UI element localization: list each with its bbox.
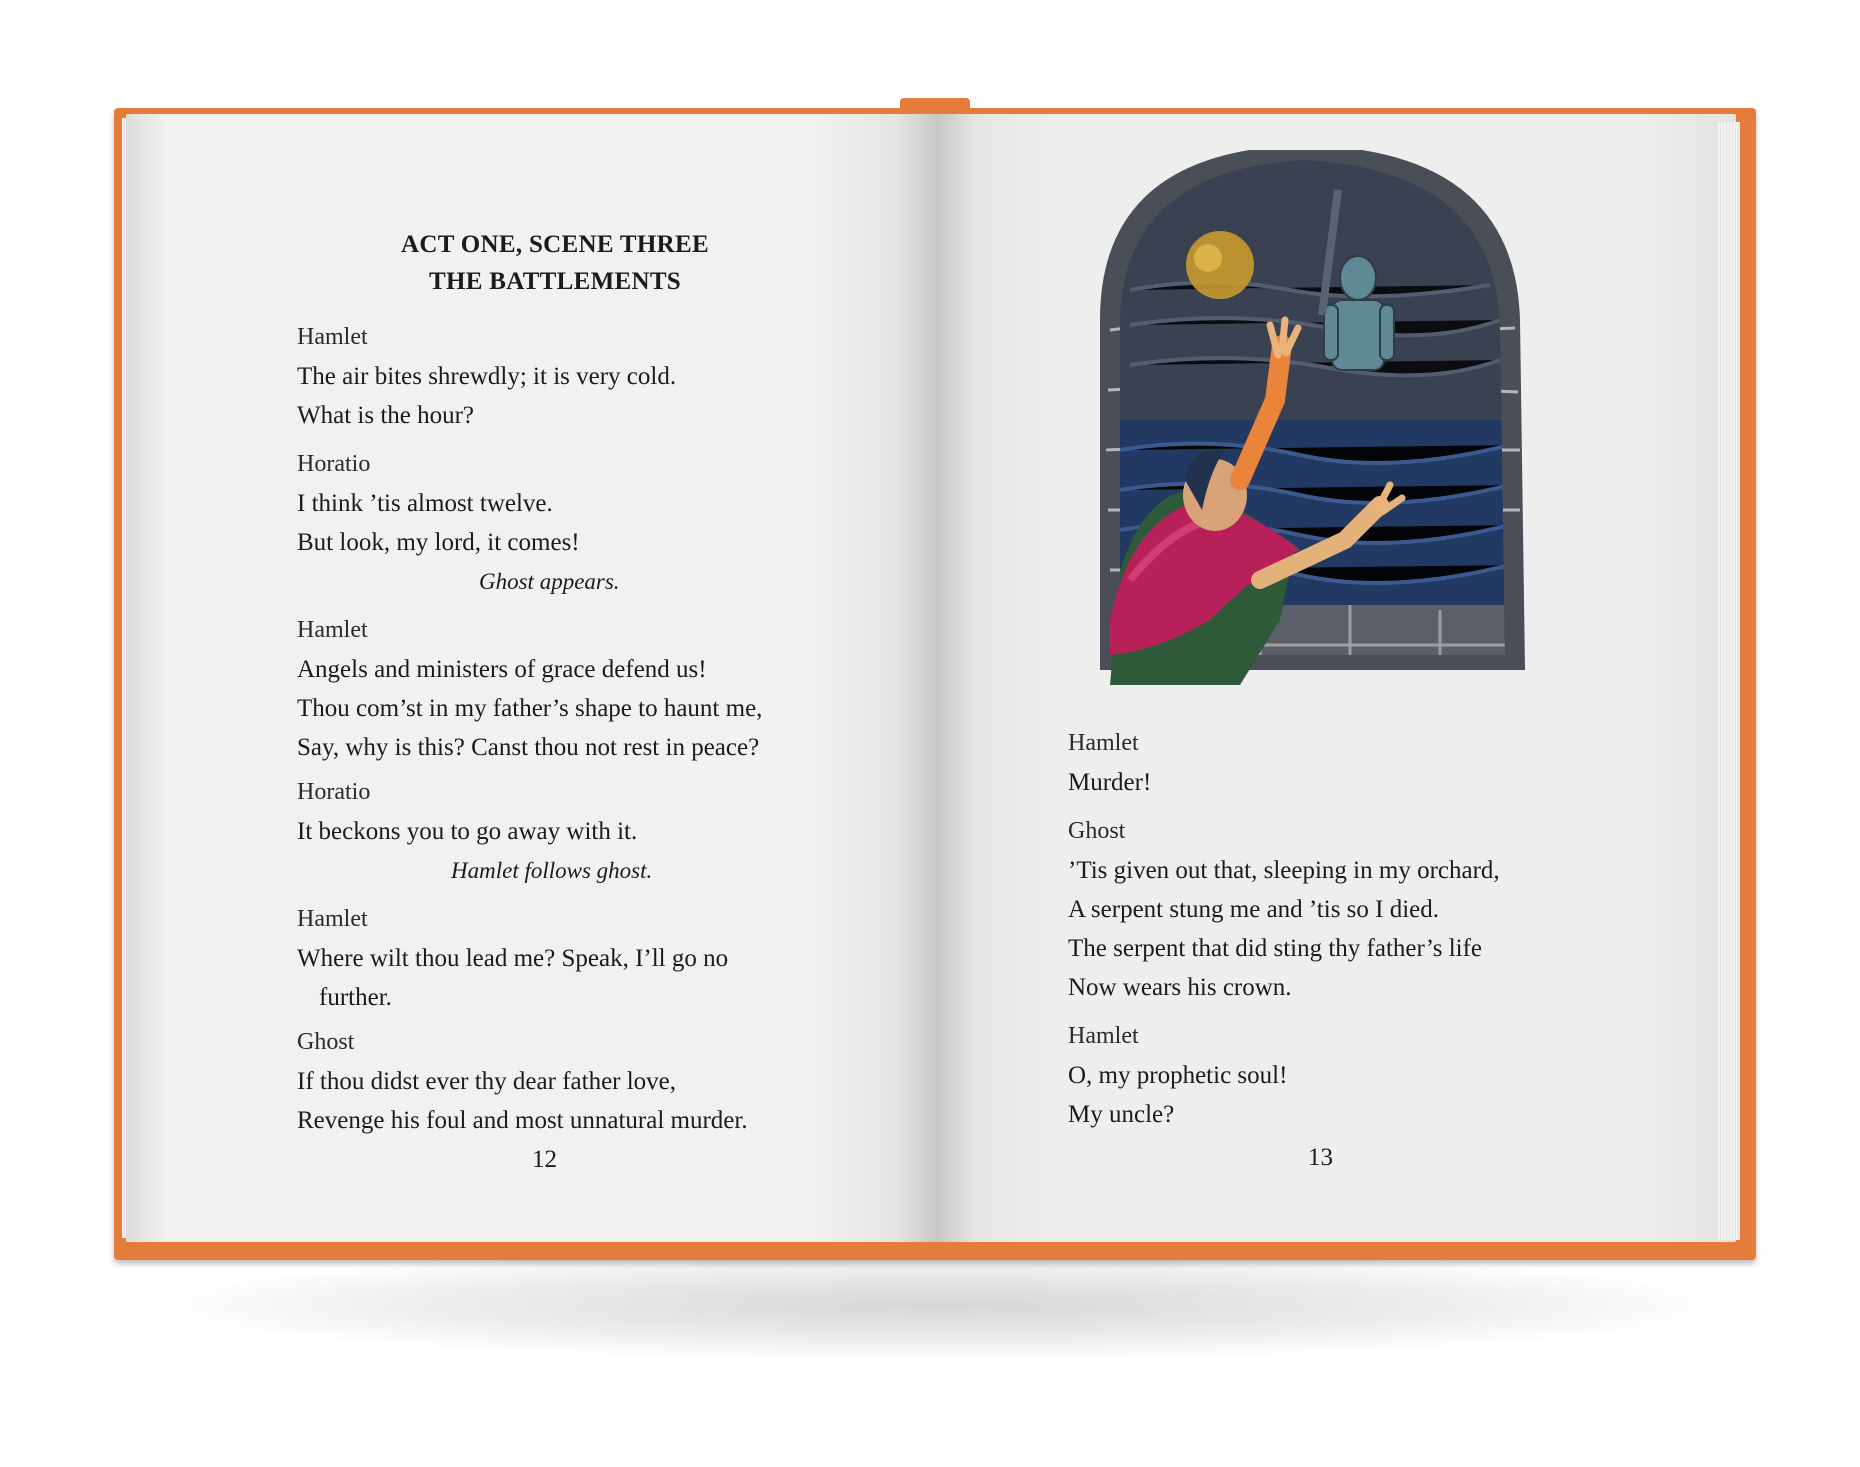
speaker-name: Hamlet [297,324,368,350]
dialogue-line: Say, why is this? Canst thou not rest in peace? [297,734,760,761]
dialogue-line: I think ’tis almost twelve. [297,490,553,517]
scene-heading [395,226,715,300]
dialogue-line: A serpent stung me and ’tis so I died. [1068,896,1440,923]
dialogue-line: What is the hour? [297,402,475,429]
dialogue-line: ’Tis given out that, sleeping in my orchard, [1068,857,1500,884]
scene-heading-act: ACT ONE, SCENE THREE [401,231,709,258]
dialogue-line: Thou com’st in my father’s shape to haunt me, [297,695,763,722]
dialogue-line: Angels and ministers of grace defend us! [297,656,707,683]
speaker-name: Hamlet [1068,1023,1139,1049]
left-page-dialogue [297,312,762,1140]
dialogue-line: Murder! [1068,769,1152,796]
speaker-name: Horatio [297,451,371,477]
dialogue-line: Now wears his crown. [1068,974,1292,1001]
dialogue-line: O, my prophetic soul! [1068,1062,1288,1089]
stage-direction: Ghost appears. [479,569,620,594]
dialogue-line: If thou didst ever thy dear father love, [297,1068,677,1095]
page-number-left: 12 [532,1146,557,1173]
dialogue-line: Where wilt thou lead me? Speak, I’ll go no [297,945,729,972]
dialogue-line: My uncle? [1068,1101,1175,1128]
speaker-name: Hamlet [297,906,368,932]
dialogue-line: It beckons you to go away with it. [297,818,638,845]
scene-heading-place: THE BATTLEMENTS [428,268,682,295]
speaker-name: Hamlet [297,617,368,643]
hamlet-ghost-illustration [1090,150,1530,685]
book-shadow [160,1250,1720,1360]
dialogue-line: Revenge his foul and most unnatural murder. [297,1107,748,1134]
page-number-right: 13 [1308,1144,1333,1171]
speaker-name: Hamlet [1068,730,1139,756]
stage-direction: Hamlet follows ghost. [451,858,653,883]
dialogue-line: The air bites shrewdly; it is very cold. [297,363,677,390]
speaker-name: Horatio [297,779,371,805]
dialogue-line: further. [319,984,392,1011]
speaker-name: Ghost [297,1029,355,1055]
right-page-dialogue [1068,718,1500,1134]
dialogue-line: But look, my lord, it comes! [297,529,580,556]
dialogue-line: The serpent that did sting thy father’s life [1068,935,1483,962]
right-page-edges [1718,122,1740,1240]
speaker-name: Ghost [1068,818,1126,844]
